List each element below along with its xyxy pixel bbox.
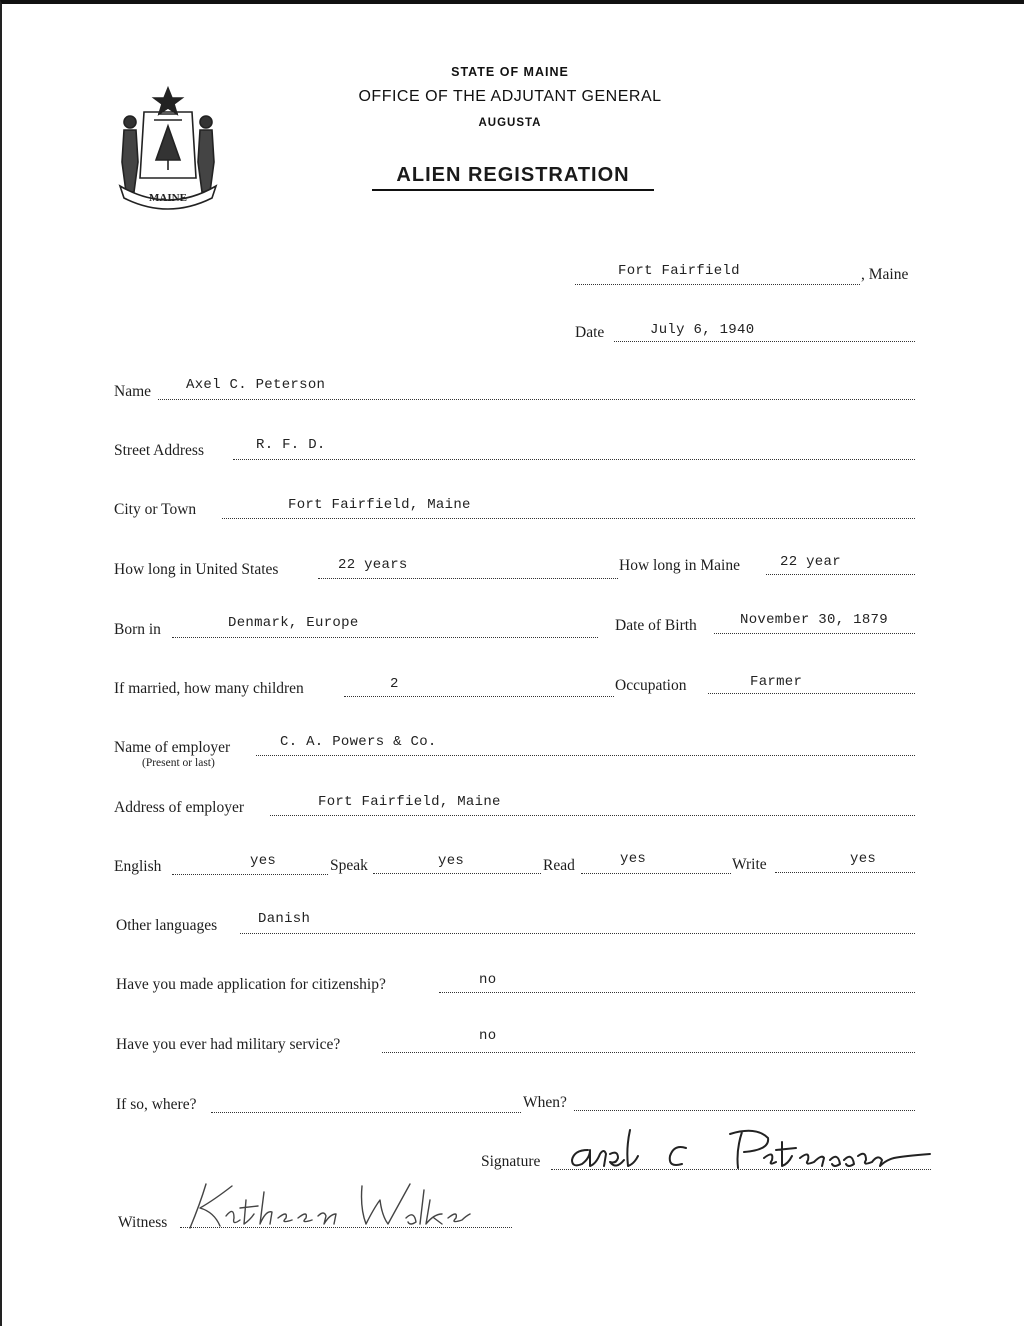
us-years-value: 22 years bbox=[338, 557, 408, 573]
citizenship-value: no bbox=[479, 972, 497, 988]
maine-years-label: How long in Maine bbox=[619, 557, 740, 574]
when-line bbox=[574, 1110, 915, 1111]
speak-label: Speak bbox=[330, 857, 368, 874]
read-label: Read bbox=[543, 857, 575, 874]
military-value: no bbox=[479, 1028, 497, 1044]
english-label: English bbox=[114, 858, 162, 875]
write-line bbox=[775, 872, 915, 873]
form-title: ALIEN REGISTRATION bbox=[372, 164, 654, 191]
english-value: yes bbox=[250, 853, 277, 869]
maine-years-line bbox=[766, 574, 915, 575]
employer-label: Name of employer bbox=[114, 739, 231, 756]
occupation-value: Farmer bbox=[750, 674, 803, 690]
header-state: STATE OF MAINE bbox=[451, 65, 569, 79]
street-line bbox=[233, 459, 915, 460]
name-line bbox=[158, 399, 915, 400]
witness-label: Witness bbox=[118, 1214, 168, 1231]
citizenship-label: Have you made application for citizenship? bbox=[116, 976, 386, 993]
birth-date-value: November 30, 1879 bbox=[740, 612, 888, 628]
employer-address-value: Fort Fairfield, Maine bbox=[318, 794, 501, 810]
speak-line bbox=[373, 873, 541, 874]
name-value: Axel C. Peterson bbox=[186, 377, 326, 393]
children-label: If married, how many children bbox=[114, 680, 304, 697]
date-value: July 6, 1940 bbox=[650, 322, 755, 338]
birth-date-label: Date of Birth bbox=[615, 617, 697, 634]
us-years-label: How long in United States bbox=[114, 561, 279, 578]
children-line bbox=[344, 696, 614, 697]
speak-value: yes bbox=[438, 853, 465, 869]
other-languages-line bbox=[240, 933, 915, 934]
where-line bbox=[211, 1112, 521, 1113]
military-label: Have you ever had military service? bbox=[116, 1036, 341, 1053]
born-in-line bbox=[172, 637, 598, 638]
other-languages-label: Other languages bbox=[116, 917, 218, 934]
city-label: City or Town bbox=[114, 501, 197, 518]
where-label: If so, where? bbox=[116, 1096, 197, 1113]
employer-sublabel: (Present or last) bbox=[142, 757, 215, 769]
occupation-label: Occupation bbox=[615, 677, 687, 694]
place-value: Fort Fairfield bbox=[618, 263, 740, 279]
header-office: OFFICE OF THE ADJUTANT GENERAL bbox=[358, 88, 662, 105]
maine-state-seal bbox=[112, 82, 224, 210]
born-in-value: Denmark, Europe bbox=[228, 615, 359, 631]
street-value: R. F. D. bbox=[256, 437, 326, 453]
employer-address-label: Address of employer bbox=[114, 799, 244, 816]
place-line bbox=[575, 284, 860, 285]
us-years-line bbox=[318, 578, 618, 579]
children-value: 2 bbox=[390, 676, 399, 692]
signature-handwriting bbox=[560, 1120, 940, 1180]
employer-value: C. A. Powers & Co. bbox=[280, 734, 437, 750]
military-line bbox=[382, 1052, 915, 1053]
when-label: When? bbox=[523, 1094, 567, 1111]
seal-banner-text: MAINE bbox=[149, 192, 187, 204]
city-line bbox=[222, 518, 915, 519]
date-line bbox=[614, 341, 915, 342]
english-line bbox=[172, 874, 328, 875]
citizenship-line bbox=[439, 992, 915, 993]
occupation-line bbox=[708, 693, 915, 694]
name-label: Name bbox=[114, 383, 152, 400]
other-languages-value: Danish bbox=[258, 911, 311, 927]
write-value: yes bbox=[850, 851, 877, 867]
signature-label: Signature bbox=[481, 1153, 541, 1170]
birth-date-line bbox=[714, 633, 915, 634]
read-value: yes bbox=[620, 851, 647, 867]
born-in-label: Born in bbox=[114, 621, 161, 638]
street-label: Street Address bbox=[114, 442, 204, 459]
date-label: Date bbox=[575, 324, 605, 341]
place-suffix: , Maine bbox=[861, 266, 909, 283]
maine-years-value: 22 year bbox=[780, 554, 841, 570]
city-value: Fort Fairfield, Maine bbox=[288, 497, 471, 513]
header-city: AUGUSTA bbox=[478, 117, 542, 129]
read-line bbox=[581, 873, 731, 874]
write-label: Write bbox=[732, 856, 767, 873]
employer-address-line bbox=[270, 815, 915, 816]
witness-signature-handwriting bbox=[176, 1178, 476, 1238]
employer-line bbox=[256, 755, 915, 756]
